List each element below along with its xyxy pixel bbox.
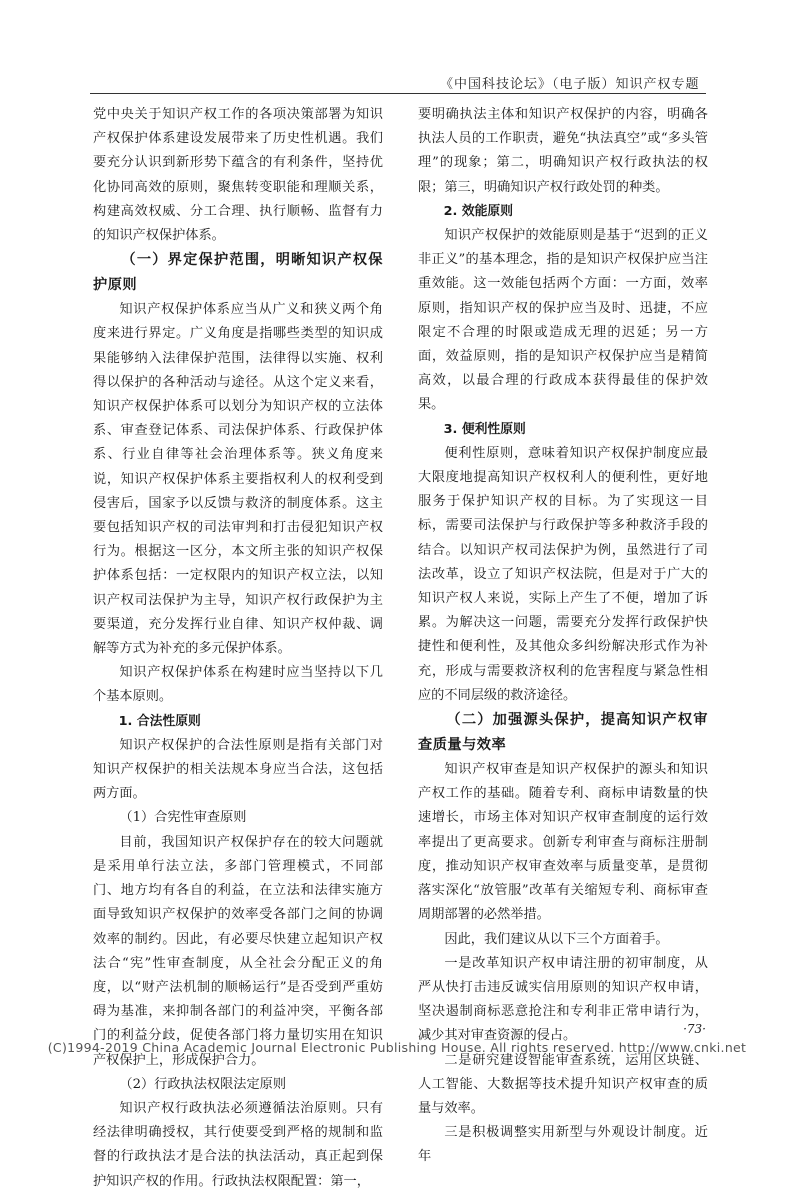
paragraph: 党中央关于知识产权工作的各项决策部署为知识产权保护体系建设发展带来了历史性机遇。我们要充分认识到新形势下蕴含的有利条件，坚持优化协同高效的原则，聚焦转变职能和理顺关系，构建高效权威、分工合理、执行顺畅、监督有力的知识产权保护体系。 xyxy=(93,107,383,244)
paragraph: 因此，我们建议从以下三个方面着手。 xyxy=(444,931,669,947)
journal-header: 《中国科技论坛》（电子版）知识产权专题 xyxy=(440,77,700,92)
copyright-footer: (C)1994-2019 China Academic Journal Electronic Publishing House. All rights reserved. http://www.cnki.net xyxy=(47,1040,747,1055)
paragraph: 知识产权保护体系在构建时应当坚持以下几个基本原则。 xyxy=(93,665,383,705)
right-column xyxy=(418,103,708,1170)
subsection-heading: 1. 合法性原则 xyxy=(118,713,201,729)
paragraph: 知识产权保护的效能原则是基于“迟到的正义非正义”的基本理念，指的是知识产权保护应当注重效能。这一效能包括两个方面：一方面，效率原则，指知识产权的保护应当及时、迅捷，不应限定不合理的时限或造成无理的迟延；另一方面，效益原则，指的是知识产权保护应当是精简高效，以最合理的行政成本获得最佳的保护效果。 xyxy=(418,228,708,413)
paragraph: 一是改革知识产权申请注册的初审制度，从严从快打击违反诚实信用原则的知识产权申请，坚决遏制商标恶意抢注和专利非正常申请行为，减少其对审查资源的侵占。 xyxy=(418,955,708,1044)
section-heading: （二）加强源头保护，提高知识产权审查质量与效率 xyxy=(418,712,708,754)
paragraph: 二是研究建设智能审查系统，运用区块链、人工智能、大数据等技术提升知识产权审查的质量与效率。 xyxy=(418,1052,708,1116)
paragraph: 知识产权行政执法必须遵循法治原则。只有经法律明确授权，其行使要受到严格的规制和监督的行政执法才是合法的执法活动，真正起到保护知识产权的作用。行政执法权限配置：第一， xyxy=(93,1100,383,1189)
subsubsection-heading: （1）合宪性审查原则 xyxy=(119,810,247,826)
section-heading: （一）界定保护范围，明晰知识产权保护原则 xyxy=(93,252,383,294)
page-number: ·73· xyxy=(683,1022,706,1036)
header-rule xyxy=(90,93,706,94)
paragraph: 要明确执法主体和知识产权保护的内容，明确各执法人员的工作职责，避免“执法真空”或“多头管理”的现象；第二，明确知识产权行政执法的权限；第三，明确知识产权行政处罚的种类。 xyxy=(418,107,708,195)
subsubsection-heading: （2）行政执法权限法定原则 xyxy=(119,1076,287,1092)
paragraph: 便利性原则，意味着知识产权保护制度应最大限度地提高知识产权权利人的便利性，更好地服务于保护知识产权的目标。为了实现这一目标，需要司法保护与行政保护等多种救济手段的结合。以知识产权司法保护为例，虽然进行了司法改革，设立了知识产权法院，但是对于广大的知识产权人来说，实际上产生了不便，增加了诉累。为解决这一问题，需要充分发挥行政保护快捷性和便利性，及其他众多纠纷解决形式作为补充，形成与需要救济权利的危害程度与紧急性相应的不同层级的救济途径。 xyxy=(418,445,708,703)
subsection-heading: 3. 便利性原则 xyxy=(443,421,526,437)
paragraph: 知识产权保护的合法性原则是指有关部门对知识产权保护的相关法规本身应当合法，这包括两方面。 xyxy=(93,737,383,802)
paragraph: 目前，我国知识产权保护存在的较大问题就是采用单行法立法，多部门管理模式，不同部门、地方均有各自的利益，在立法和法律实施方面导致知识产权保护的效率受各部门之间的协调效率的制约。因此，有必要尽快建立起知识产权法合“宪”性审查制度，从全社会分配正义的角度，以“财产法机制的顺畅运行”是否受到严重妨碍为基准，来抑制各部门的利益冲突，平衡各部门的利益分歧，促使各部门将力量切实用在知识产权保护上，形成保护合力。 xyxy=(93,834,383,1068)
paragraph: 知识产权保护体系应当从广义和狭义两个角度来进行界定。广义角度是指哪些类型的知识成果能够纳入法律保护范围，法律得以实施、权利得以保护的各种活动与途径。从这个定义来看，知识产权保护体系可以划分为知识产权的立法体系、审查登记体系、司法保护体系、行政保护体系、行业自律等社会治理体系等。狭义角度来说，知识产权保护体系主要指权利人的权利受到侵害后，国家予以反馈与救济的制度体系。这主要包括知识产权的司法审判和打击侵犯知识产权行为。根据这一区分，本文所主张的知识产权保护体系包括：一定权限内的知识产权立法，以知识产权司法保护为主导，知识产权行政保护为主要渠道，充分发挥行业自律、知识产权仲裁、调解等方式为补充的多元保护体系。 xyxy=(93,302,383,657)
paragraph: 三是积极调整实用新型与外观设计制度。近年 xyxy=(418,1125,708,1165)
subsection-heading: 2. 效能原则 xyxy=(443,203,514,219)
paragraph: 知识产权审查是知识产权保护的源头和知识产权工作的基础。随着专利、商标申请数量的快速增长，市场主体对知识产权审查制度的运行效率提出了更高要求。创新专利审查与商标注册制度，推动知识产权审查效率与质量变革，是贯彻落实深化“放管服”改革有关缩短专利、商标审查周期部署的必然举措。 xyxy=(418,762,708,923)
left-column xyxy=(93,103,383,1194)
